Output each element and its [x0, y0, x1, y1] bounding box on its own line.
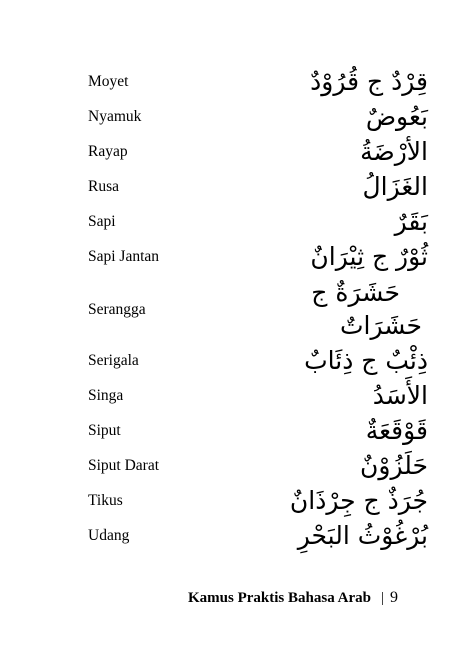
- indonesian-word: Serigala: [88, 352, 139, 369]
- indonesian-word: Moyet: [88, 73, 129, 90]
- arabic-word: حَلَزُوْنٌ: [360, 451, 428, 480]
- arabic-word: بَعُوضٌ: [365, 102, 428, 131]
- arabic-word: ثُوْرٌ ج ثِيْرَانٌ: [310, 242, 428, 271]
- entry-moyet: [88, 66, 428, 98]
- indonesian-word: Sapi: [88, 213, 116, 230]
- indonesian-word: Rusa: [88, 178, 119, 195]
- entry-sapi-jantan: [88, 241, 428, 273]
- arabic-word: الأرْضَةُ: [360, 137, 428, 166]
- entry-nyamuk: [88, 101, 428, 133]
- entry-sapi: [88, 206, 428, 238]
- arabic-word: قِرْدٌ ج قُرُوْدٌ: [310, 67, 428, 96]
- entry-singa: [88, 380, 428, 412]
- page-footer: [188, 589, 398, 607]
- entry-siput: [88, 415, 428, 447]
- page-number: 9: [389, 589, 398, 606]
- entry-rayap: [88, 136, 428, 168]
- arabic-word: ذِئْبٌ ج ذِئَابٌ: [304, 346, 428, 375]
- indonesian-word: Siput Darat: [88, 457, 160, 474]
- entry-rusa: [88, 171, 428, 203]
- arabic-word: جُرَذٌ ج جِرْذَانٌ: [289, 486, 428, 515]
- book-title: Kamus Praktis Bahasa Arab: [188, 590, 371, 606]
- arabic-word: بُرْغُوْثُ البَحْرِ: [297, 521, 428, 550]
- entry-siput-darat: [88, 450, 428, 482]
- arabic-word-plural: حَشَرَاتٌ: [339, 311, 422, 340]
- indonesian-word: Siput: [88, 422, 121, 439]
- entry-tikus: [88, 485, 428, 517]
- arabic-word: قَوْقَعَةٌ: [365, 416, 428, 445]
- arabic-word: الأَسَدُ: [372, 381, 428, 410]
- indonesian-word: Serangga: [88, 301, 146, 318]
- indonesian-word: Tikus: [88, 492, 123, 509]
- indonesian-word: Rayap: [88, 143, 128, 160]
- arabic-word: حَشَرَةٌ ج: [311, 278, 400, 307]
- indonesian-word: Sapi Jantan: [88, 248, 160, 265]
- footer-separator: |: [380, 590, 384, 606]
- entry-serigala: [88, 345, 428, 377]
- indonesian-word: Udang: [88, 527, 130, 544]
- entry-udang: [88, 520, 428, 552]
- arabic-word: بَقَرٌ: [394, 207, 428, 236]
- indonesian-word: Nyamuk: [88, 108, 142, 125]
- arabic-word: الغَزَالُ: [362, 172, 428, 201]
- indonesian-word: Singa: [88, 387, 124, 404]
- entry-serangga: [88, 277, 428, 343]
